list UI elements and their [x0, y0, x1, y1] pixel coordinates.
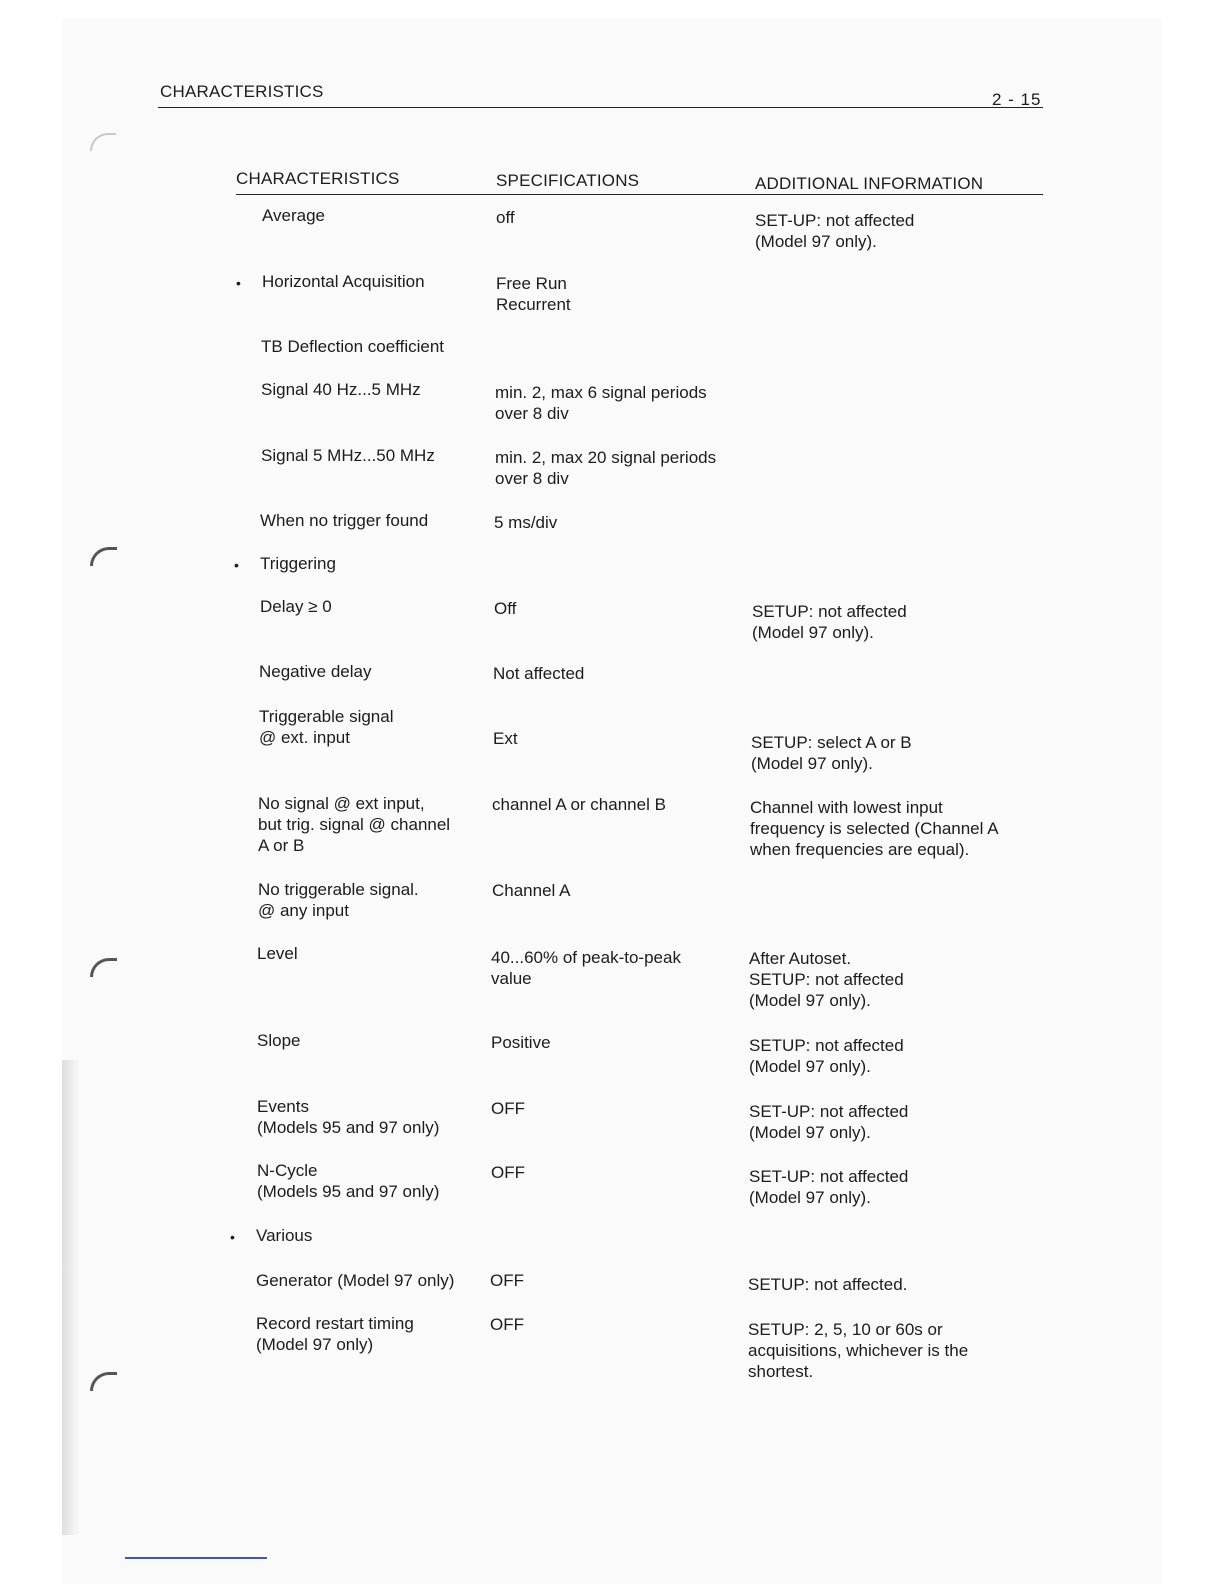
characteristic-label: When no trigger found: [260, 511, 429, 530]
column-header-characteristics: CHARACTERISTICS: [236, 169, 400, 188]
additional-info: After Autoset. SETUP: not affected (Model 97 only).: [749, 949, 904, 1010]
bullet-marker: •: [234, 557, 239, 573]
page-number: 2 - 15: [992, 90, 1042, 109]
characteristic-label: Events (Models 95 and 97 only): [257, 1097, 440, 1137]
specification-value: 5 ms/div: [494, 513, 558, 532]
characteristic-label: Record restart timing (Model 97 only): [256, 1314, 414, 1354]
header-divider: [158, 107, 1043, 108]
additional-info: SET-UP: not affected (Model 97 only).: [749, 1167, 909, 1207]
additional-info: SET-UP: not affected (Model 97 only).: [755, 211, 915, 251]
characteristic-label: Signal 40 Hz...5 MHz: [261, 380, 421, 399]
additional-info: SET-UP: not affected (Model 97 only).: [749, 1102, 909, 1142]
additional-info: SETUP: not affected (Model 97 only).: [752, 602, 907, 642]
additional-info: SETUP: 2, 5, 10 or 60s or acquisitions, whichever is the shortest.: [748, 1320, 969, 1381]
additional-info: Channel with lowest input frequency is selected (Channel A when frequencies are equal).: [750, 798, 999, 859]
specification-value: OFF: [490, 1271, 524, 1290]
characteristic-label: N-Cycle (Models 95 and 97 only): [257, 1161, 440, 1201]
characteristic-label: No triggerable signal. @ any input: [258, 880, 419, 920]
characteristic-label: Signal 5 MHz...50 MHz: [261, 446, 435, 465]
specification-value: Not affected: [493, 664, 585, 683]
additional-info: SETUP: not affected (Model 97 only).: [749, 1036, 904, 1076]
characteristic-label: Horizontal Acquisition: [262, 272, 425, 291]
column-header-specifications: SPECIFICATIONS: [496, 171, 640, 190]
bottom-link-underline: [125, 1557, 267, 1559]
specification-value: OFF: [491, 1163, 525, 1182]
specification-value: OFF: [490, 1315, 524, 1334]
bullet-marker: •: [236, 275, 241, 291]
specification-value: Off: [494, 599, 517, 618]
characteristic-label: No signal @ ext input, but trig. signal @ channel A or B: [258, 794, 451, 855]
additional-info: SETUP: select A or B (Model 97 only).: [751, 733, 912, 773]
specification-value: channel A or channel B: [492, 795, 666, 814]
table-header-divider: [236, 194, 1043, 195]
specification-value: Free Run Recurrent: [496, 274, 571, 314]
page-edge-shadow: [62, 1060, 80, 1535]
column-header-additional-information: ADDITIONAL INFORMATION: [755, 174, 984, 193]
characteristic-label: Negative delay: [259, 662, 372, 681]
characteristic-label: Level: [257, 944, 298, 963]
characteristic-label: Triggerable signal @ ext. input: [259, 707, 394, 747]
characteristic-label: Generator (Model 97 only): [256, 1271, 455, 1290]
characteristic-label: Triggering: [260, 554, 336, 573]
specification-value: off: [496, 208, 515, 227]
specification-value: OFF: [491, 1099, 525, 1118]
specification-value: Positive: [491, 1033, 551, 1052]
specification-value: min. 2, max 6 signal periods over 8 div: [495, 383, 707, 423]
running-header-title: CHARACTERISTICS: [160, 82, 324, 101]
characteristic-label: Various: [256, 1226, 313, 1245]
characteristic-label: Average: [262, 206, 326, 225]
specification-value: Ext: [493, 729, 518, 748]
bullet-marker: •: [230, 1229, 235, 1245]
specification-value: min. 2, max 20 signal periods over 8 div: [495, 448, 717, 488]
specification-value: Channel A: [492, 881, 571, 900]
specification-value: 40...60% of peak-to-peak value: [491, 948, 681, 988]
characteristic-label: Delay ≥ 0: [260, 597, 332, 616]
characteristic-label: Slope: [257, 1031, 301, 1050]
additional-info: SETUP: not affected.: [748, 1275, 908, 1294]
characteristic-label: TB Deflection coefficient: [261, 337, 444, 356]
